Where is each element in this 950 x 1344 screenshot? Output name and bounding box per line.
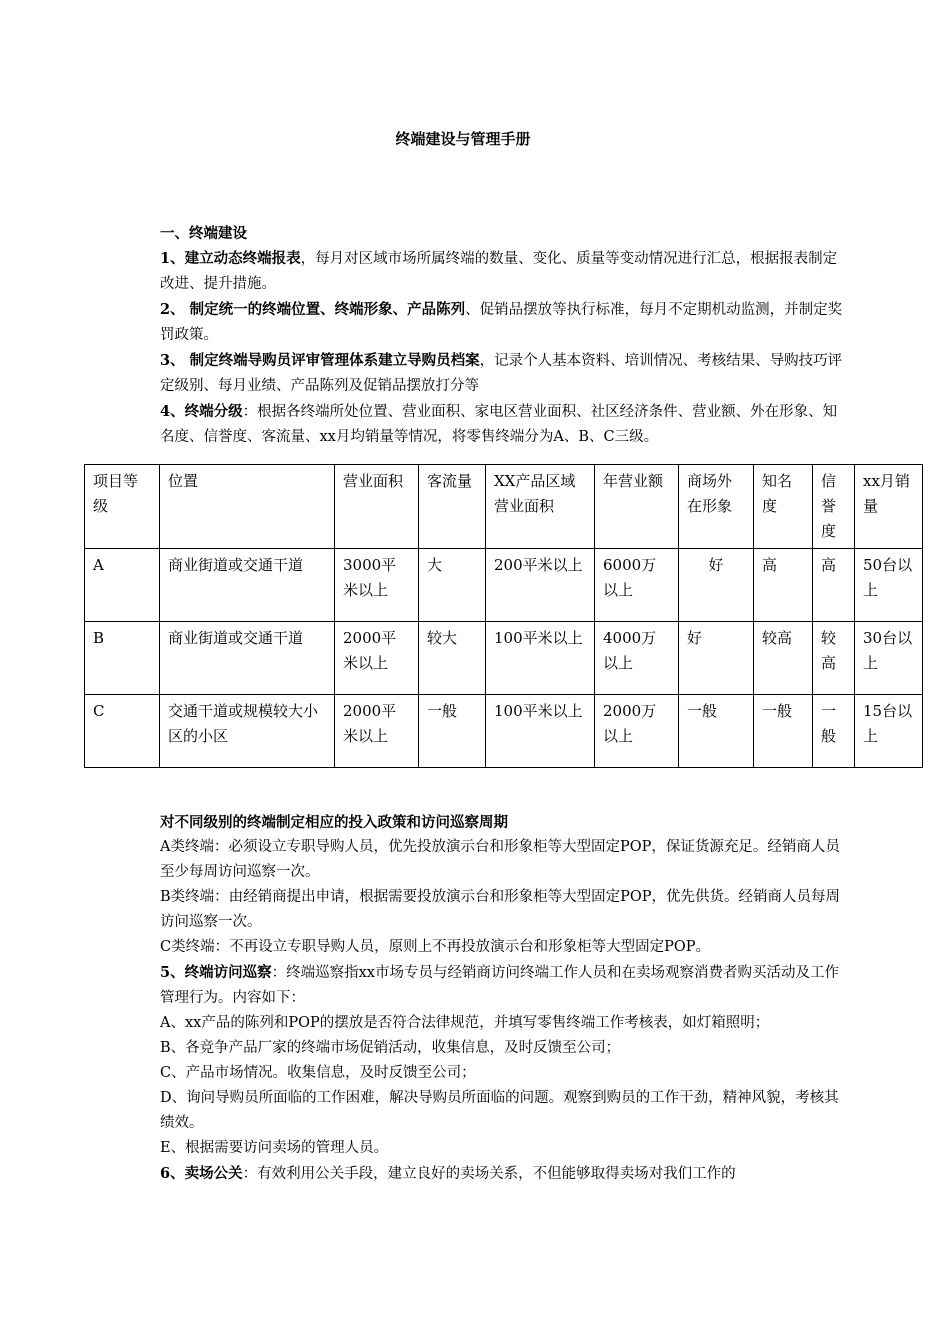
policy-heading: 对不同级别的终端制定相应的投入政策和访问巡察周期 <box>160 814 508 831</box>
item-keyword: 终端分级 <box>184 403 243 420</box>
table-cell: 2000平米以上 <box>335 695 419 768</box>
item-keyword: 建立动态终端报表 <box>184 250 301 267</box>
table-cell: B <box>85 622 160 695</box>
table-cell: 一般 <box>813 695 855 768</box>
header-cell: xx月销量 <box>855 465 923 549</box>
table-row <box>85 549 923 622</box>
item-keyword: 终端访问巡察 <box>184 964 272 981</box>
table-cell: 50台以上 <box>855 549 923 622</box>
header-cell: 项目等级 <box>85 465 160 549</box>
list-item-1 <box>160 246 850 297</box>
table-cell: 高 <box>813 549 855 622</box>
table-cell: 交通干道或规模较大小区的小区 <box>160 695 335 768</box>
section-1 <box>160 221 850 450</box>
item-text: ，记录个人基本资料、培训情况、考核结果、导购技巧评定级别、每月业绩、产品陈列及促销品摆放打分等 <box>160 353 843 394</box>
table-cell: 一般 <box>419 695 486 768</box>
visit-item-b: B、各竞争产品厂家的终端市场促销活动，收集信息，及时反馈至公司； <box>160 1040 621 1056</box>
visit-item-d: D、询问导购员所面临的工作困难，解决导购员所面临的问题。观察到购员的工作干劲，精神风貌，考核其绩效。 <box>160 1090 839 1131</box>
list-item-3 <box>160 348 850 399</box>
header-cell: 营业面积 <box>335 465 419 549</box>
table-cell: 200平米以上 <box>486 549 595 622</box>
header-cell: 商场外在形象 <box>679 465 754 549</box>
table-cell: 100平米以上 <box>486 695 595 768</box>
section-heading: 一、终端建设 <box>160 225 247 242</box>
item-text: ：有效利用公关手段，建立良好的卖场关系，不但能够取得卖场对我们工作的 <box>242 1166 736 1182</box>
table-cell: 30台以上 <box>855 622 923 695</box>
table-cell: 好 <box>679 549 754 622</box>
table-cell: 100平米以上 <box>486 622 595 695</box>
item-number: 4、 <box>160 403 185 420</box>
table-cell: C <box>85 695 160 768</box>
table-cell: 较高 <box>813 622 855 695</box>
table-cell: 较大 <box>419 622 486 695</box>
table-cell: 2000平米以上 <box>335 622 419 695</box>
table-cell: 2000万以上 <box>595 695 679 768</box>
header-cell: 年营业额 <box>595 465 679 549</box>
policy-c: C类终端：不再设立专职导购人员，原则上不再投放演示台和形象柜等大型固定POP。 <box>160 939 710 955</box>
section-policy <box>160 810 850 1187</box>
table-header-row <box>85 465 923 549</box>
item-text: ：根据各终端所处位置、营业面积、家电区营业面积、社区经济条件、营业额、外在形象、知名度、信誉度、客流量、xx月均销量等情况，将零售终端分为A、B、C三级。 <box>160 404 838 445</box>
visit-item-c: C、产品市场情况。收集信息，及时反馈至公司； <box>160 1065 476 1081</box>
item-number: 6、 <box>160 1165 185 1182</box>
table-cell: 一般 <box>754 695 813 768</box>
table-cell: 好 <box>679 622 754 695</box>
table-row <box>85 622 923 695</box>
header-cell: XX产品区域营业面积 <box>486 465 595 549</box>
header-cell: 信誉度 <box>813 465 855 549</box>
list-item-5 <box>160 960 850 1011</box>
item-number: 5、 <box>160 964 185 981</box>
policy-b: B类终端：由经销商提出申请，根据需要投放演示台和形象柜等大型固定POP，优先供货。经销商人员每周访问巡察一次。 <box>160 889 841 930</box>
item-text: ：终端巡察指xx市场专员与经销商访问终端工作人员和在卖场观察消费者购买活动及工作管理行为。内容如下： <box>160 965 839 1006</box>
item-text: ，每月对区域市场所属终端的数量、变化、质量等变动情况进行汇总，根据报表制定改进、提升措施。 <box>160 251 838 292</box>
header-cell: 客流量 <box>419 465 486 549</box>
policy-a: A类终端：必须设立专职导购人员，优先投放演示台和形象柜等大型固定POP，保证货源充足。经销商人员至少每周访问巡察一次。 <box>160 839 840 880</box>
list-item-2 <box>160 297 850 348</box>
header-cell: 位置 <box>160 465 335 549</box>
item-number: 2、 <box>160 301 190 318</box>
item-keyword: 卖场公关 <box>184 1165 243 1182</box>
list-item-4 <box>160 399 850 450</box>
table-row <box>85 695 923 768</box>
item-number: 1、 <box>160 250 185 267</box>
table-cell: 15台以上 <box>855 695 923 768</box>
item-number: 3、 <box>160 352 190 369</box>
table-cell: 商业街道或交通干道 <box>160 549 335 622</box>
visit-item-a: A、xx产品的陈列和POP的摆放是否符合法律规范，并填写零售终端工作考核表，如灯箱照明； <box>160 1015 770 1031</box>
terminal-tier-table <box>84 464 923 768</box>
item-keyword: 制定终端导购员评审管理体系建立导购员档案 <box>189 352 480 369</box>
table-cell: A <box>85 549 160 622</box>
item-text: 、促销品摆放等执行标准，每月不定期机动监测，并制定奖罚政策。 <box>160 302 843 343</box>
list-item-6 <box>160 1161 850 1187</box>
table-cell: 商业街道或交通干道 <box>160 622 335 695</box>
header-cell: 知名度 <box>754 465 813 549</box>
table-cell: 3000平米以上 <box>335 549 419 622</box>
table-cell: 一般 <box>679 695 754 768</box>
table-cell: 高 <box>754 549 813 622</box>
table-cell: 较高 <box>754 622 813 695</box>
visit-item-e: E、根据需要访问卖场的管理人员。 <box>160 1140 389 1156</box>
table-cell: 6000万以上 <box>595 549 679 622</box>
document-title: 终端建设与管理手册 <box>395 130 531 148</box>
item-keyword: 制定统一的终端位置、终端形象、产品陈列 <box>189 301 466 318</box>
table-cell: 大 <box>419 549 486 622</box>
table-cell: 4000万以上 <box>595 622 679 695</box>
